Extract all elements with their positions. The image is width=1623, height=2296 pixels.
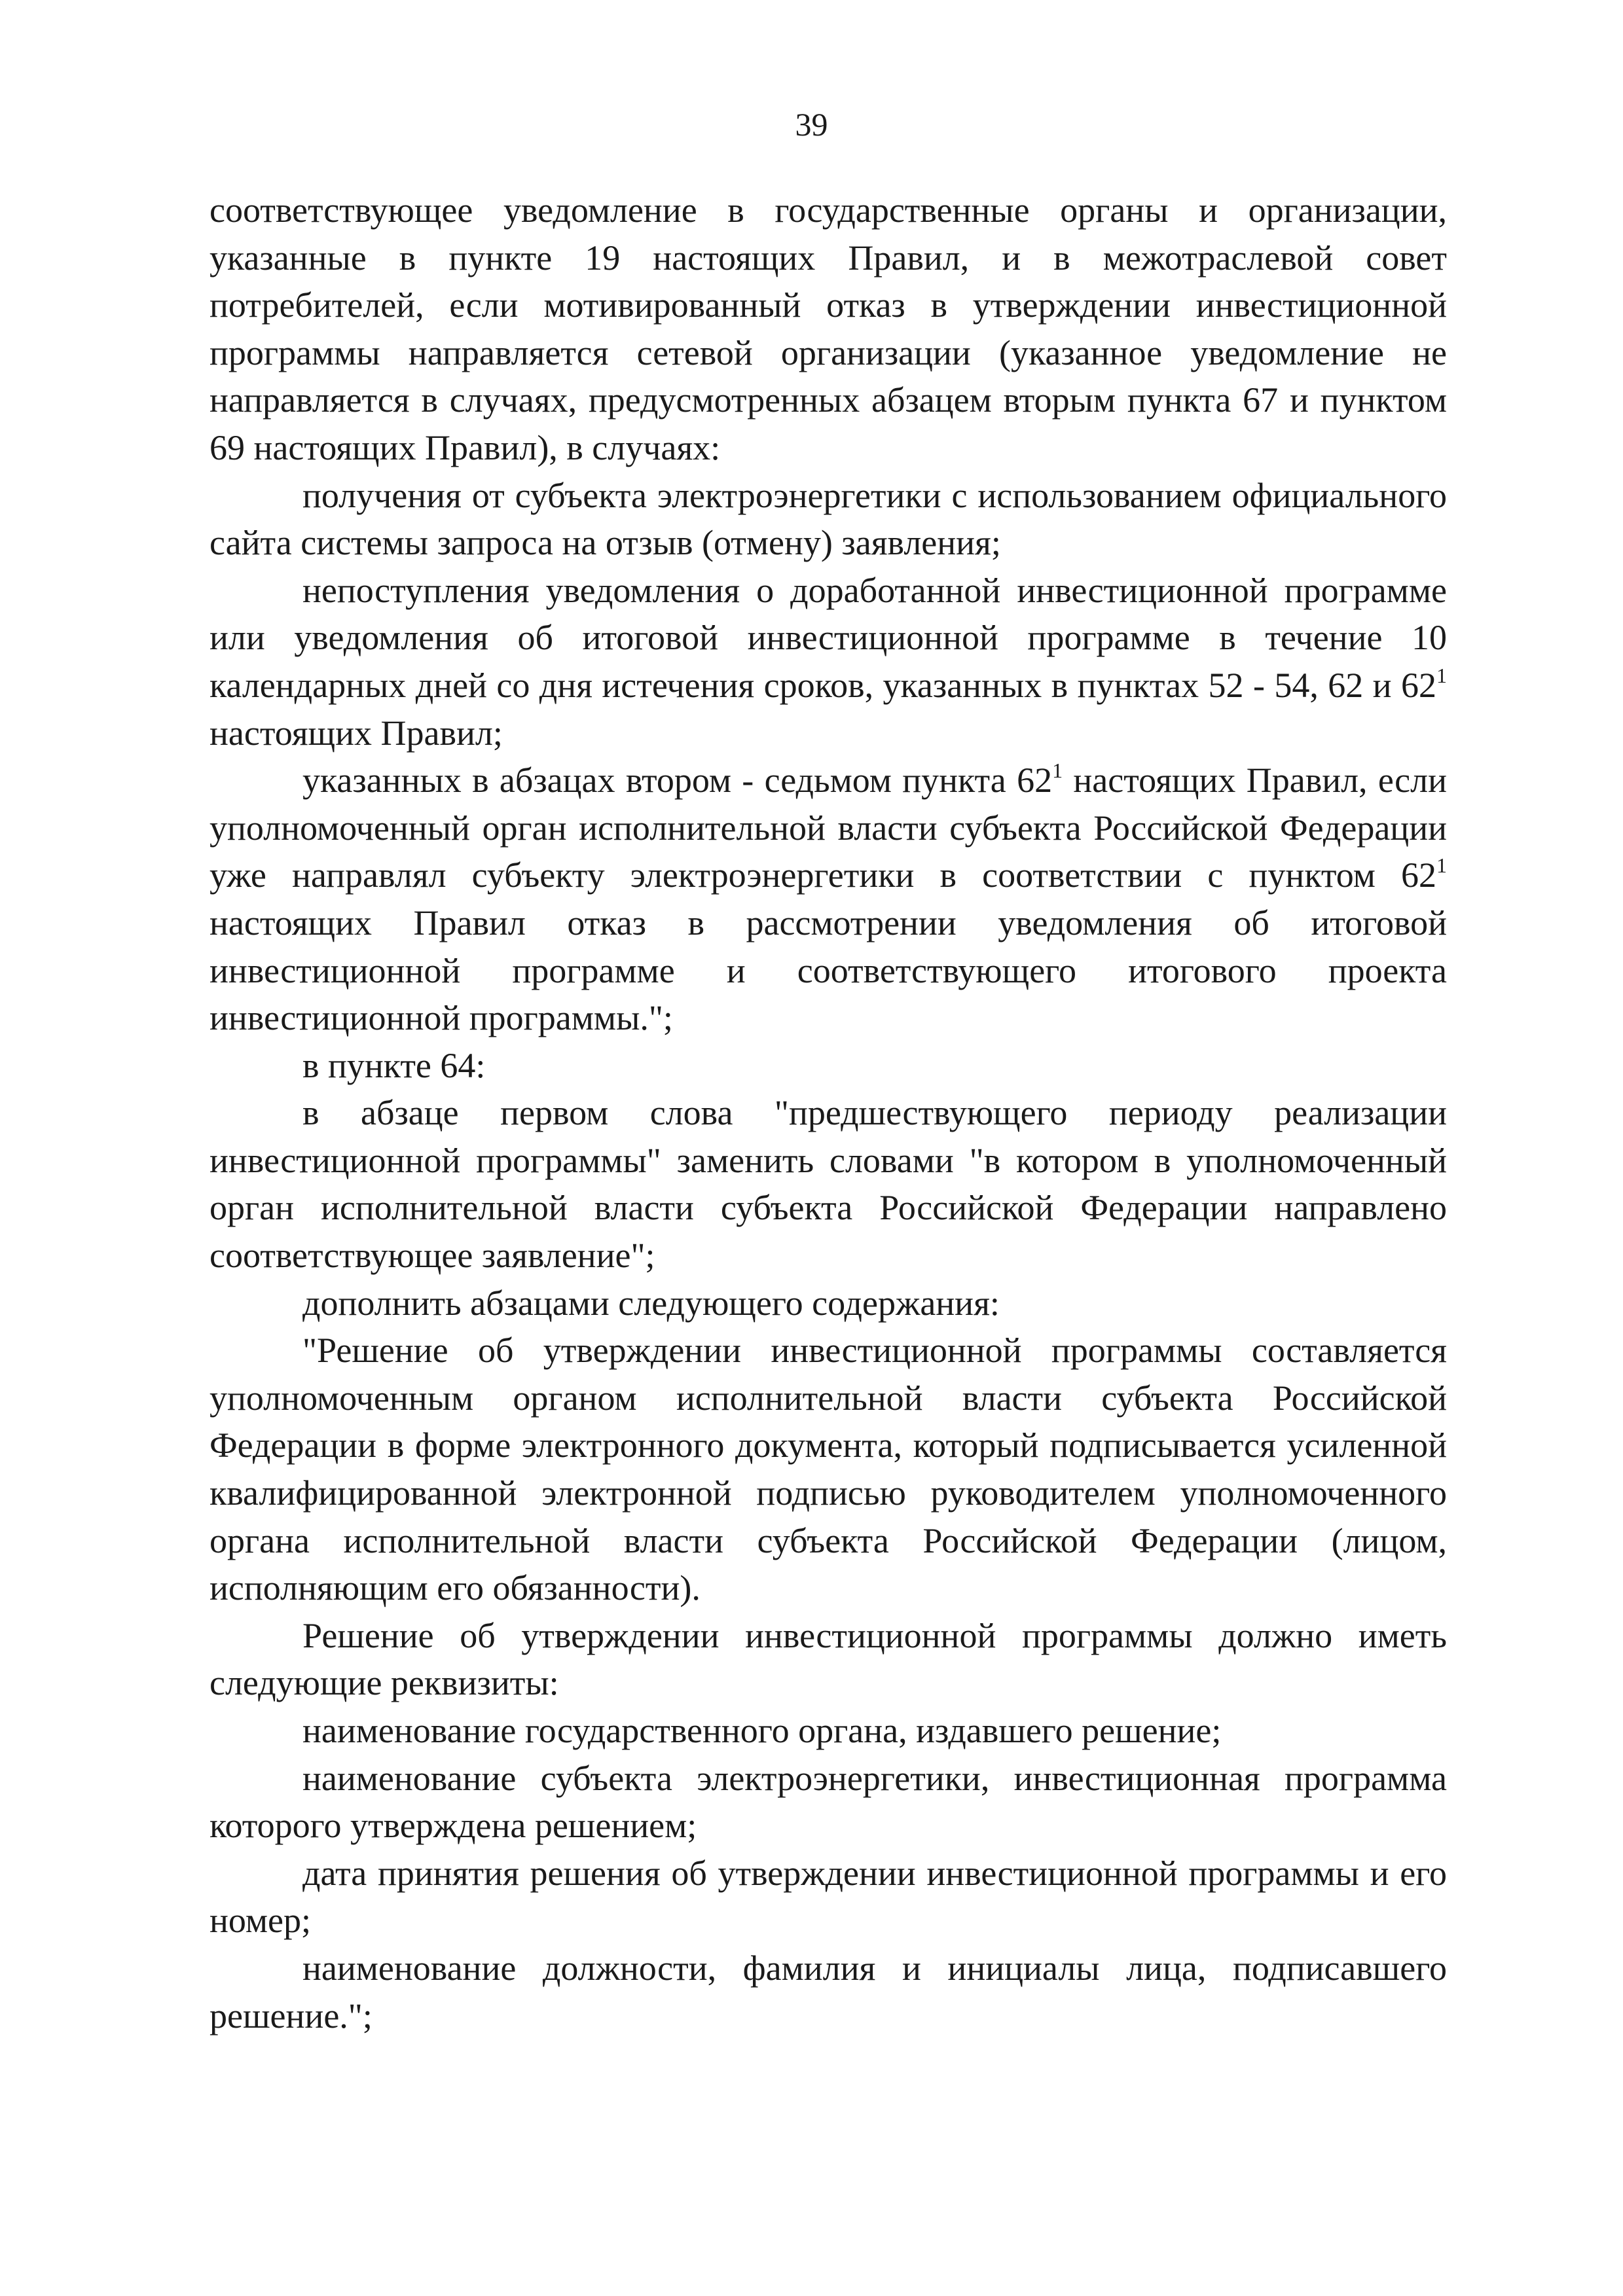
- paragraph: дата принятия решения об утверждении инвестиционной программы и его номер;: [210, 1853, 1447, 1941]
- superscript-index: 1: [1436, 663, 1447, 687]
- paragraph: Решение об утверждении инвестиционной программы должно иметь следующие реквизиты:: [210, 1615, 1447, 1703]
- paragraph: наименование государственного органа, издавшего решение;: [302, 1711, 1222, 1750]
- superscript-index: 1: [1436, 853, 1447, 878]
- paragraph: наименование субъекта электроэнергетики, инвестиционная программа которого утверждена решением;: [210, 1758, 1447, 1846]
- paragraph: получения от субъекта электроэнергетики с использованием официального сайта системы запроса на отзыв (отмену) заявления;: [210, 475, 1447, 563]
- paragraph: указанных в абзацах втором - седьмом пункта $62^1$ настоящих Правил, если уполномоченный орган исполнительной власти субъекта Российской Федерации уже направлял субъекту электроэнергетики в соответствии с пунктом $62^1$ настоящих Правил отказ в рассмотрении уведомления об итоговой инвестиционной программе и соответствующего итогового проекта инвестиционной программы.";: [210, 759, 1447, 1038]
- superscript-index: 1: [1052, 759, 1063, 783]
- paragraph: "Решение об утверждении инвестиционной программы составляется уполномоченным органом исполнительной власти субъекта Российской Федерации в форме электронного документа, который подписывается усиленной квалифицированной электронной подписью руководителем уполномоченного органа исполнительной власти субъекта Российской Федерации (лицом, исполняющим его обязанности).: [210, 1331, 1447, 1608]
- paragraph: дополнить абзацами следующего содержания:: [302, 1283, 1000, 1323]
- paragraph: непоступления уведомления о доработанной инвестиционной программе или уведомления об итоговой инвестиционной программе в течение 10 календарных дней со дня истечения сроков, указанных в пунктах 52 - 54, 62 и $62^1$ настоящих Правил;: [210, 570, 1447, 753]
- paragraph: в абзаце первом слова "предшествующего периоду реализации инвестиционной программы" заменить словами "в котором в уполномоченный орган исполнительной власти субъекта Российской Федерации направлено соответствующее заявление";: [210, 1093, 1447, 1276]
- paragraph: в пункте 64:: [302, 1045, 486, 1085]
- page-number: 39: [795, 106, 828, 143]
- document-body: [210, 187, 1447, 2039]
- paragraph: соответствующее уведомление в государственные органы и организации, указанные в пункте 19 настоящих Правил, и в межотраслевой совет потребителей, если мотивированный отказ в утверждении инвестиционной программы направляется сетевой организации (указанное уведомление не направляется в случаях, предусмотренных абзацем вторым пункта 67 и пунктом 69 настоящих Правил), в случаях:: [210, 190, 1447, 467]
- paragraph: наименование должности, фамилия и инициалы лица, подписавшего решение.";: [210, 1948, 1447, 2036]
